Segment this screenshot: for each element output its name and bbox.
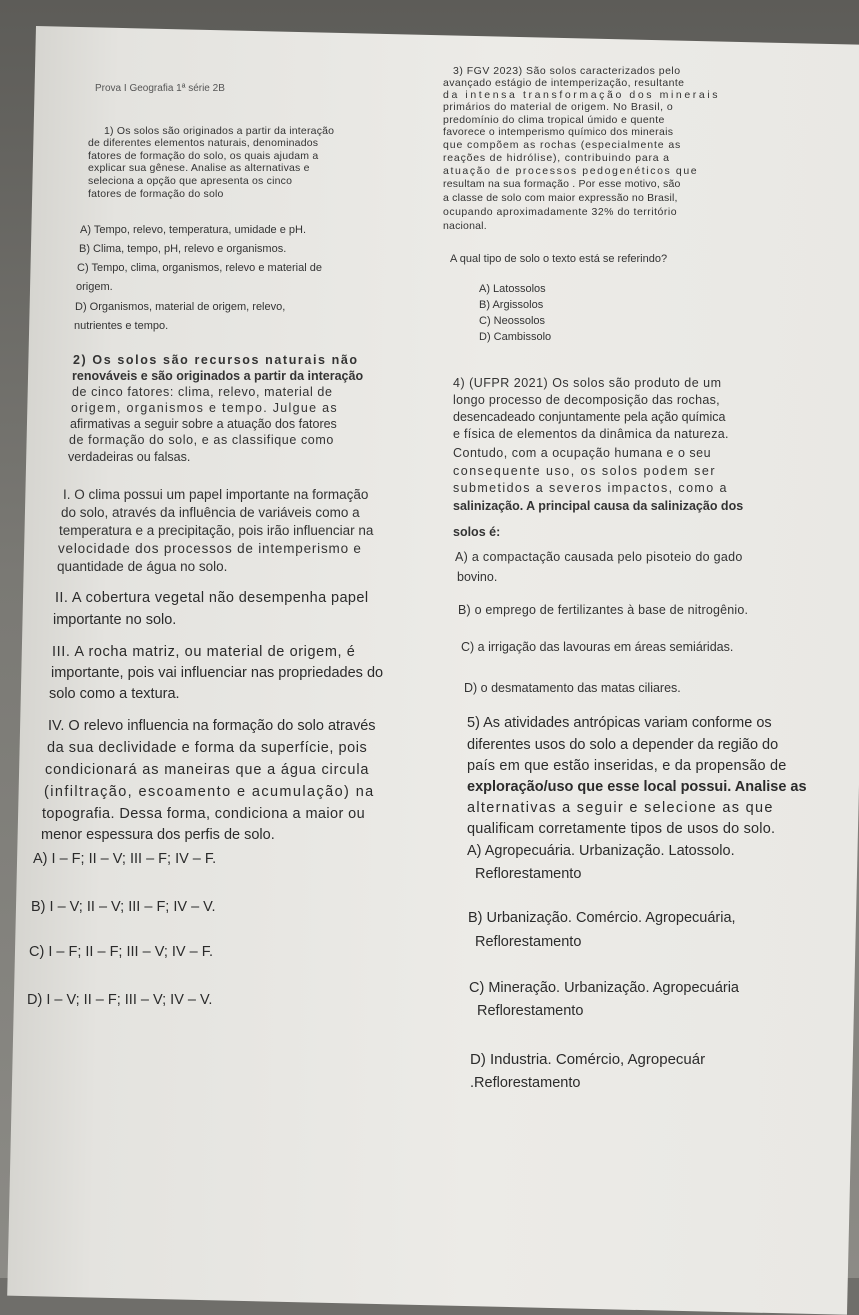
q1-option: D) Organismos, material de origem, relevo,	[75, 301, 286, 313]
q2-line: origem, organismos e tempo. Julgue as	[71, 401, 338, 415]
q3-line: predomínio do clima tropical úmido e quente	[443, 114, 665, 126]
q2-option: B) I – V; II – V; III – F; IV – V.	[31, 899, 216, 915]
q1-line: fatores de formação do solo, os quais ajudam a	[88, 150, 319, 162]
q2-item-line: temperatura e a precipitação, pois irão influenciar na	[59, 523, 374, 538]
q3-option: B) Argissolos	[479, 299, 544, 311]
q3-line: da intensa transformação dos minerais	[443, 89, 721, 101]
q2-item-line: condicionará as maneiras que a água circula	[45, 762, 370, 778]
q4-line: e física de elementos da dinâmica da natureza.	[453, 427, 729, 441]
q3-line: atuação de processos pedogenéticos que	[443, 165, 699, 177]
q4-option: C) a irrigação das lavouras em áreas semiáridas.	[461, 640, 734, 654]
q2-item-line: da sua declividade e forma da superfície, pois	[47, 740, 368, 756]
q3-line: a classe de solo com maior expressão no Brasil,	[443, 192, 678, 204]
q1-line: explicar sua gênese. Analise as alternativas e	[88, 162, 310, 174]
q4-line: submetidos a severos impactos, como a	[453, 481, 728, 495]
q2-option: C) I – F; II – F; III – V; IV – F.	[29, 944, 213, 960]
q2-option: A) I – F; II – V; III – F; IV – F.	[33, 851, 217, 867]
q2-line: afirmativas a seguir sobre a atuação dos fatores	[70, 417, 337, 431]
q5-option: Reflorestamento	[477, 1003, 584, 1019]
q1-line: seleciona a opção que apresenta os cinco	[88, 175, 293, 187]
q5-option: A) Agropecuária. Urbanização. Latossolo.	[467, 843, 735, 859]
q4-option: D) o desmatamento das matas ciliares.	[464, 681, 681, 695]
q3-option: A) Latossolos	[479, 283, 546, 295]
q4-line: longo processo de decomposição das rochas,	[453, 393, 720, 407]
q2-item-line: (infiltração, escoamento e acumulação) na	[44, 784, 375, 800]
q5-line: país em que estão inseridas, e da propensão de	[467, 758, 787, 774]
q5-option: .Reflorestamento	[470, 1075, 581, 1091]
q1-option: A) Tempo, relevo, temperatura, umidade e pH.	[80, 224, 307, 236]
q1-line: fatores de formação do solo	[88, 188, 224, 200]
q2-item-line: importante, pois vai influenciar nas propriedades do	[51, 665, 384, 681]
q1-option: B) Clima, tempo, pH, relevo e organismos.	[79, 243, 287, 255]
q4-line: salinização. A principal causa da salinização dos	[453, 499, 744, 513]
q2-item-line: solo como a textura.	[49, 686, 180, 702]
q3-line: 3) FGV 2023) São solos caracterizados pelo	[453, 65, 681, 77]
q5-option: B) Urbanização. Comércio. Agropecuária,	[468, 910, 736, 926]
q3-line: favorece o intemperismo químico dos minerais	[443, 126, 674, 138]
q2-item-line: importante no solo.	[53, 612, 177, 628]
q3-question: A qual tipo de solo o texto está se referindo?	[450, 253, 668, 265]
q4-line: 4) (UFPR 2021) Os solos são produto de um	[453, 376, 722, 390]
q4-line: solos é:	[453, 525, 501, 539]
q5-option: Reflorestamento	[475, 934, 582, 950]
q1-option: origem.	[76, 281, 113, 293]
q2-line: verdadeiras ou falsas.	[68, 450, 191, 464]
q2-item-line: I. O clima possui um papel importante na formação	[63, 487, 369, 502]
q5-line: alternativas a seguir e selecione as que	[467, 800, 774, 816]
q5-option: D) Industria. Comércio, Agropecuár	[470, 1051, 706, 1068]
q1-line: 1) Os solos são originados a partir da interação	[104, 125, 335, 137]
q3-line: que compõem as rochas (especialmente as	[443, 139, 682, 151]
q4-line: desencadeado conjuntamente pela ação química	[453, 410, 726, 424]
q2-option: D) I – V; II – F; III – V; IV – V.	[27, 992, 213, 1008]
q2-item-line: IV. O relevo influencia na formação do solo através	[48, 718, 376, 734]
q3-line: primários do material de origem. No Brasil, o	[443, 101, 674, 113]
q2-item-line: III. A rocha matriz, ou material de origem, é	[52, 644, 356, 660]
q2-line: de formação do solo, e as classifique como	[69, 433, 334, 447]
q2-item-line: velocidade dos processos de intemperismo e	[58, 541, 362, 556]
q1-option: nutrientes e tempo.	[74, 320, 169, 332]
q3-line: reações de hidrólise), contribuindo para a	[443, 152, 670, 164]
q2-item-line: menor espessura dos perfis de solo.	[41, 827, 275, 843]
q5-line: exploração/uso que esse local possui. Analise as	[467, 779, 807, 795]
q3-option: C) Neossolos	[479, 315, 546, 327]
q2-item-line: II. A cobertura vegetal não desempenha papel	[55, 590, 369, 606]
exam-header: Prova I Geografia 1ª série 2B	[95, 83, 225, 94]
q1-line: de diferentes elementos naturais, denominados	[88, 137, 319, 149]
q2-line: 2) Os solos são recursos naturais não	[73, 353, 359, 367]
q4-option: A) a compactação causada pelo pisoteio do gado	[455, 550, 743, 564]
q3-option: D) Cambissolo	[479, 331, 552, 343]
q3-line: nacional.	[443, 220, 487, 232]
q1-option: C) Tempo, clima, organismos, relevo e material de	[77, 262, 322, 274]
q2-item-line: do solo, através da influência de variáveis como a	[61, 505, 360, 520]
q3-line: resultam na sua formação . Por esse motivo, são	[443, 178, 681, 190]
q2-item-line: topografia. Dessa forma, condiciona a maior ou	[42, 806, 366, 822]
q4-line: Contudo, com a ocupação humana e o seu	[453, 446, 712, 460]
q4-line: consequente uso, os solos podem ser	[453, 464, 717, 478]
q4-option: bovino.	[457, 570, 498, 584]
q3-line: avançado estágio de intemperização, resultante	[443, 77, 685, 89]
q3-line: ocupando aproximadamente 32% do território	[443, 206, 678, 218]
q5-option: C) Mineração. Urbanização. Agropecuária	[469, 980, 739, 996]
q2-line: de cinco fatores: clima, relevo, material de	[72, 385, 333, 399]
q5-line: diferentes usos do solo a depender da região do	[467, 737, 779, 753]
q4-option: B) o emprego de fertilizantes à base de nitrogênio.	[458, 603, 749, 617]
q5-line: qualificam corretamente tipos de usos do solo.	[467, 821, 776, 837]
q5-option: Reflorestamento	[475, 866, 582, 882]
q2-line: renováveis e são originados a partir da interação	[72, 369, 364, 383]
q2-item-line: quantidade de água no solo.	[57, 559, 228, 574]
q5-line: 5) As atividades antrópicas variam conforme os	[467, 715, 772, 731]
